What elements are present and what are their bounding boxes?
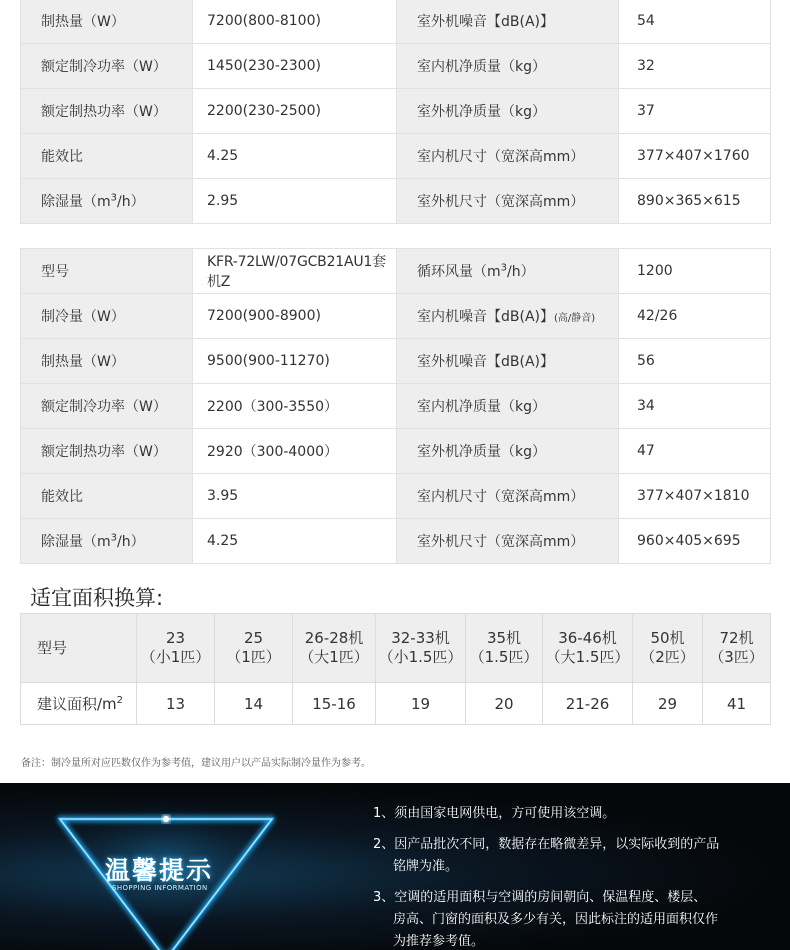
column-model: 35机 [486,629,522,647]
area-header-label: 型号 [21,614,137,683]
spec-label: 能效比 [21,134,193,179]
table-row [21,294,771,339]
area-value: 20 [466,683,543,725]
banner-title: 温馨提示 [105,856,214,885]
list-item [373,887,773,950]
area-header-row [21,614,771,683]
area-column-header [466,614,543,683]
spec-label: 室内机净质量（kg） [397,44,619,89]
spec-label: 额定制冷功率（W） [21,384,193,429]
area-column-header [376,614,466,683]
label-superscript: 3 [500,262,508,274]
column-hp: （2匹） [640,648,695,666]
area-table [20,613,771,725]
spec-value: 3.95 [193,474,397,519]
column-hp: （小1匹） [140,648,211,666]
spec-value: 32 [619,44,771,89]
area-value: 41 [703,683,771,725]
spec-value: 2920（300-4000） [193,429,397,474]
spec-label [21,519,193,564]
spec-value: 54 [619,0,771,44]
column-hp: （大1.5匹） [545,648,630,666]
label-superscript: 3 [110,192,118,204]
spec-label: 室内机尺寸（宽深高mm） [397,134,619,179]
area-column-header [137,614,215,683]
spec-label [397,294,619,339]
spec-value: 7200(800-8100) [193,0,397,44]
spec-value: 7200(900-8900) [193,294,397,339]
area-value-row [21,683,771,725]
tip-line: 房高、门窗的面积及多少有关，因此标注的适用面积仅作 [393,912,719,927]
spec-label: 制热量（W） [21,339,193,384]
column-model: 26-28机 [304,629,364,647]
spec-value: 377×407×1810 [619,474,771,519]
spec-label [397,249,619,294]
table-row [21,384,771,429]
column-model: 23 [165,629,186,647]
column-model: 50机 [650,629,685,647]
spec-label: 制热量（W） [21,0,193,44]
spec-label [21,179,193,224]
spec-value: 9500(900-11270) [193,339,397,384]
spec-label: 制冷量（W） [21,294,193,339]
label-text: 循环风量（m [417,264,501,280]
table-row [21,474,771,519]
label-note: (高/静音) [554,313,596,324]
spec-value: 960×405×695 [619,519,771,564]
tip-line: 1、须由国家电网供电，方可使用该空调。 [373,806,616,821]
label-text: /h） [117,534,145,550]
banner-subtitle: SHOPPING INFORMATION [112,884,208,892]
spec-table-2 [20,248,771,564]
column-hp: （1匹） [226,648,281,666]
area-column-header [703,614,771,683]
label-text: /h） [507,264,535,280]
list-item [373,834,773,878]
area-column-header [543,614,633,683]
spec-value: 377×407×1760 [619,134,771,179]
spec-label: 室外机尺寸（宽深高mm） [397,179,619,224]
table-row [21,519,771,564]
spec-label: 室外机净质量（kg） [397,429,619,474]
area-column-header [293,614,376,683]
column-model: 32-33机 [391,629,450,647]
spec-value: KFR-72LW/07GCB21AU1套机Z [193,249,397,294]
spec-label: 额定制热功率（W） [21,89,193,134]
area-column-header [633,614,703,683]
column-hp: （3匹） [709,648,764,666]
spec-value: 34 [619,384,771,429]
spec-label: 室内机尺寸（宽深高mm） [397,474,619,519]
spec-value: 1200 [619,249,771,294]
spec-value: 42/26 [619,294,771,339]
spec-value: 2200(230-2500) [193,89,397,134]
spec-label: 型号 [21,249,193,294]
spec-value: 1450(230-2300) [193,44,397,89]
area-value: 13 [137,683,215,725]
spec-value: 890×365×615 [619,179,771,224]
footnote: 备注：制冷量所对应匹数仅作为参考值，建议用户以产品实际制冷量作为参考。 [21,758,371,769]
spec-label: 室外机尺寸（宽深高mm） [397,519,619,564]
spec-value: 2.95 [193,179,397,224]
spec-value: 2200（300-3550） [193,384,397,429]
spec-label: 室外机噪音【dB(A)】 [397,0,619,44]
label-text: 除湿量（m [41,194,111,210]
area-value: 19 [376,683,466,725]
table-row [21,429,771,474]
area-column-header [215,614,293,683]
column-hp: （大1匹） [299,648,369,666]
spec-value: 37 [619,89,771,134]
table-row [21,89,771,134]
spec-value: 4.25 [193,134,397,179]
spec-table-1 [20,0,771,224]
table-row [21,339,771,384]
table-row [21,249,771,294]
spec-label: 室外机净质量（kg） [397,89,619,134]
tip-line: 铭牌为准。 [393,859,459,874]
area-value: 29 [633,683,703,725]
tips-banner [0,783,790,950]
spec-label: 额定制冷功率（W） [21,44,193,89]
table-row [21,44,771,89]
spec-value: 47 [619,429,771,474]
tips-list [373,803,773,950]
spec-value: 56 [619,339,771,384]
area-value: 14 [215,683,293,725]
column-model: 72机 [719,629,754,647]
label-superscript: 3 [110,532,118,544]
table-row [21,179,771,224]
label-text: 建议面积/m [37,695,117,713]
column-hp: （小1.5匹） [378,648,463,666]
column-hp: （1.5匹） [469,648,539,666]
tip-line: 2、因产品批次不同，数据存在略微差异，以实际收到的产品 [373,837,720,852]
label-text: 除湿量（m [41,534,111,550]
list-item [373,803,773,825]
column-model: 25 [243,629,264,647]
label-text: 室内机噪音【dB(A)】 [417,309,554,325]
tip-line: 为推荐参考值。 [393,934,485,949]
spec-label: 室外机噪音【dB(A)】 [397,339,619,384]
column-model: 36-46机 [558,629,617,647]
spec-label: 额定制热功率（W） [21,429,193,474]
table-row [21,0,771,44]
table-row [21,134,771,179]
label-superscript: 2 [116,695,124,706]
area-value: 15-16 [293,683,376,725]
tip-line: 3、空调的适用面积与空调的房间朝向、保温程度、楼层、 [373,890,707,905]
area-value: 21-26 [543,683,633,725]
spec-value: 4.25 [193,519,397,564]
area-row-label [21,683,137,725]
label-text: /h） [117,194,145,210]
spec-label: 室内机净质量（kg） [397,384,619,429]
spec-label: 能效比 [21,474,193,519]
area-section-title: 适宜面积换算: [30,586,164,610]
